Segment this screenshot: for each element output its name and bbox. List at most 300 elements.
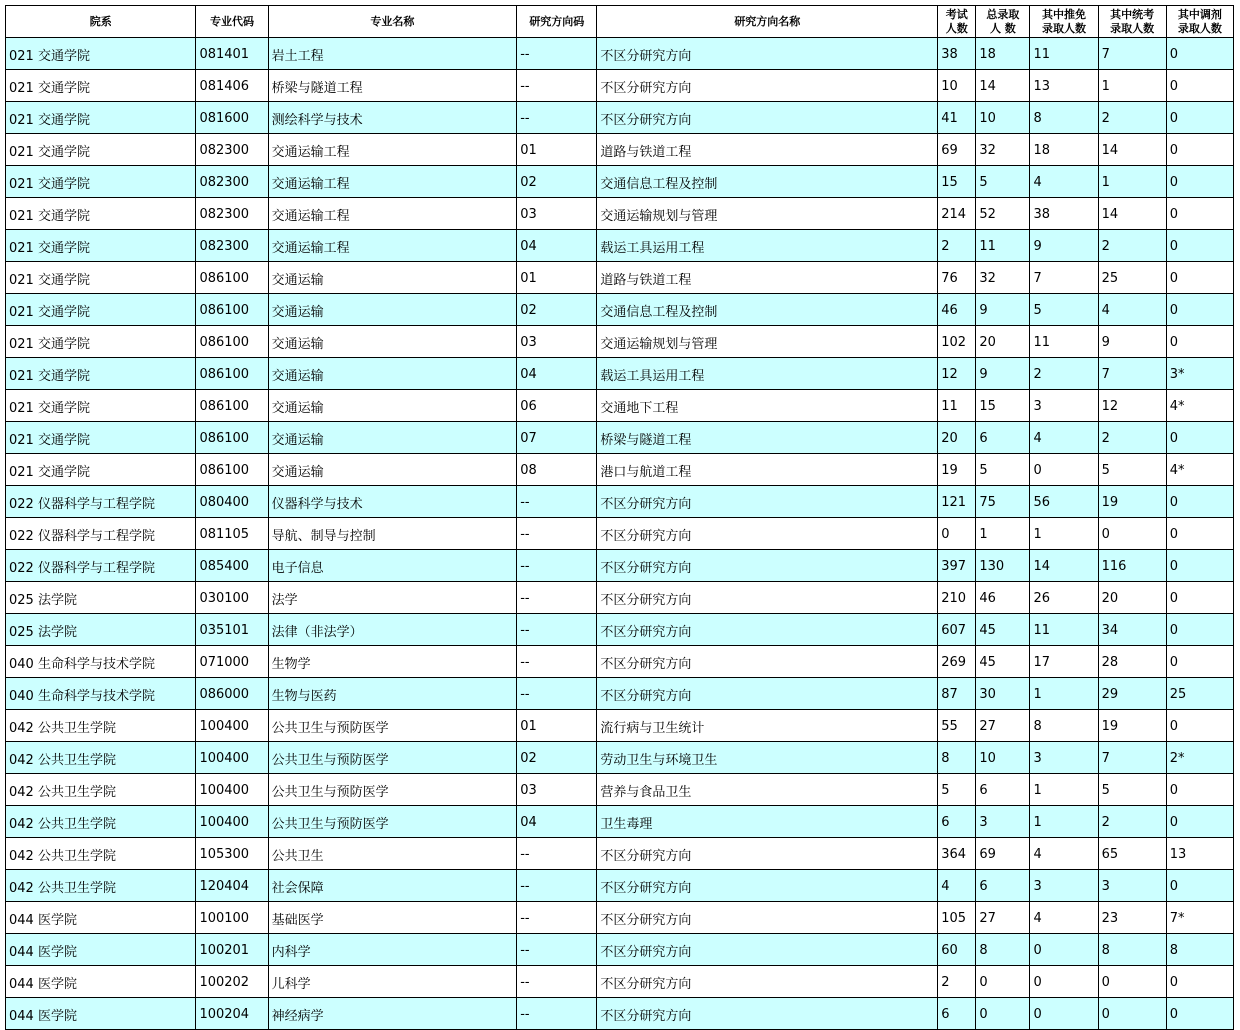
exempt-admitted-cell: 1 — [1030, 806, 1098, 838]
header-dept: 院系 — [6, 6, 196, 38]
major-code-cell: 086000 — [196, 678, 268, 710]
dept-cell: 040 生命科学与技术学院 — [6, 646, 196, 678]
dir-name-cell: 道路与铁道工程 — [597, 134, 938, 166]
major-name-cell: 生物学 — [268, 646, 517, 678]
transfer-admitted-cell: 0 — [1166, 134, 1233, 166]
unified-admitted-cell: 2 — [1098, 102, 1166, 134]
exempt-admitted-cell: 3 — [1030, 870, 1098, 902]
unified-admitted-cell: 25 — [1098, 262, 1166, 294]
exempt-admitted-cell: 1 — [1030, 518, 1098, 550]
dir-code-cell: -- — [517, 486, 597, 518]
transfer-admitted-cell: 0 — [1166, 998, 1233, 1030]
unified-admitted-cell: 29 — [1098, 678, 1166, 710]
unified-admitted-cell: 5 — [1098, 774, 1166, 806]
dir-name-cell: 流行病与卫生统计 — [597, 710, 938, 742]
dir-code-cell: 02 — [517, 294, 597, 326]
dir-code-cell: 02 — [517, 742, 597, 774]
exempt-admitted-cell: 11 — [1030, 326, 1098, 358]
unified-admitted-cell: 1 — [1098, 70, 1166, 102]
dept-cell: 021 交通学院 — [6, 454, 196, 486]
exam-count-cell: 4 — [938, 870, 976, 902]
dir-name-cell: 不区分研究方向 — [597, 70, 938, 102]
header-major-name: 专业名称 — [268, 6, 517, 38]
total-admitted-cell: 9 — [976, 358, 1030, 390]
dir-code-cell: 03 — [517, 198, 597, 230]
header-transfer-line2: 录取人数 — [1177, 21, 1222, 35]
dir-code-cell: 01 — [517, 262, 597, 294]
exempt-admitted-cell: 0 — [1030, 966, 1098, 998]
exam-count-cell: 10 — [938, 70, 976, 102]
total-admitted-cell: 52 — [976, 198, 1030, 230]
exam-count-cell: 55 — [938, 710, 976, 742]
major-code-cell: 100400 — [196, 774, 268, 806]
table-row — [6, 934, 1234, 966]
dept-cell: 044 医学院 — [6, 934, 196, 966]
major-code-cell: 086100 — [196, 422, 268, 454]
table-row — [6, 262, 1234, 294]
major-code-cell: 086100 — [196, 454, 268, 486]
dir-name-cell: 劳动卫生与环境卫生 — [597, 742, 938, 774]
exam-count-cell: 19 — [938, 454, 976, 486]
admission-table — [5, 5, 1234, 1030]
dir-code-cell: 04 — [517, 358, 597, 390]
unified-admitted-cell: 20 — [1098, 582, 1166, 614]
dept-cell: 022 仪器科学与工程学院 — [6, 486, 196, 518]
exempt-admitted-cell: 0 — [1030, 934, 1098, 966]
exam-count-cell: 87 — [938, 678, 976, 710]
dept-cell: 044 医学院 — [6, 998, 196, 1030]
exempt-admitted-cell: 3 — [1030, 390, 1098, 422]
dir-code-cell: -- — [517, 870, 597, 902]
total-admitted-cell: 46 — [976, 582, 1030, 614]
table-row — [6, 582, 1234, 614]
exam-count-cell: 12 — [938, 358, 976, 390]
header-unified-line2: 录取人数 — [1110, 21, 1155, 35]
major-code-cell: 100204 — [196, 998, 268, 1030]
dir-name-cell: 交通地下工程 — [597, 390, 938, 422]
total-admitted-cell: 32 — [976, 262, 1030, 294]
major-name-cell: 导航、制导与控制 — [268, 518, 517, 550]
exempt-admitted-cell: 4 — [1030, 902, 1098, 934]
major-code-cell: 082300 — [196, 230, 268, 262]
transfer-admitted-cell: 0 — [1166, 38, 1233, 70]
dir-name-cell: 不区分研究方向 — [597, 966, 938, 998]
header-total-line1: 总录取 — [986, 7, 1020, 21]
major-code-cell: 081105 — [196, 518, 268, 550]
dir-name-cell: 交通信息工程及控制 — [597, 294, 938, 326]
exam-count-cell: 5 — [938, 774, 976, 806]
dept-cell: 021 交通学院 — [6, 134, 196, 166]
table-body — [6, 38, 1234, 1030]
total-admitted-cell: 32 — [976, 134, 1030, 166]
dept-cell: 042 公共卫生学院 — [6, 870, 196, 902]
exempt-admitted-cell: 3 — [1030, 742, 1098, 774]
major-code-cell: 086100 — [196, 326, 268, 358]
table-row — [6, 422, 1234, 454]
total-admitted-cell: 30 — [976, 678, 1030, 710]
transfer-admitted-cell: 2* — [1166, 742, 1233, 774]
exempt-admitted-cell: 0 — [1030, 998, 1098, 1030]
exam-count-cell: 76 — [938, 262, 976, 294]
major-name-cell: 公共卫生与预防医学 — [268, 710, 517, 742]
exam-count-cell: 2 — [938, 230, 976, 262]
header-unified-admitted — [1098, 6, 1166, 38]
total-admitted-cell: 1 — [976, 518, 1030, 550]
major-name-cell: 公共卫生与预防医学 — [268, 774, 517, 806]
table-row — [6, 38, 1234, 70]
major-name-cell: 交通运输 — [268, 422, 517, 454]
total-admitted-cell: 27 — [976, 710, 1030, 742]
exempt-admitted-cell: 11 — [1030, 614, 1098, 646]
table-row — [6, 550, 1234, 582]
dir-code-cell: -- — [517, 614, 597, 646]
transfer-admitted-cell: 8 — [1166, 934, 1233, 966]
dir-name-cell: 载运工具运用工程 — [597, 230, 938, 262]
header-exam-line2: 人数 — [945, 21, 968, 35]
transfer-admitted-cell: 0 — [1166, 326, 1233, 358]
major-code-cell: 082300 — [196, 198, 268, 230]
major-code-cell: 100201 — [196, 934, 268, 966]
header-transfer-admitted — [1166, 6, 1233, 38]
transfer-admitted-cell: 0 — [1166, 262, 1233, 294]
major-name-cell: 电子信息 — [268, 550, 517, 582]
total-admitted-cell: 5 — [976, 166, 1030, 198]
total-admitted-cell: 0 — [976, 966, 1030, 998]
major-code-cell: 100400 — [196, 806, 268, 838]
major-name-cell: 岩土工程 — [268, 38, 517, 70]
unified-admitted-cell: 3 — [1098, 870, 1166, 902]
dir-code-cell: -- — [517, 70, 597, 102]
transfer-admitted-cell: 0 — [1166, 614, 1233, 646]
total-admitted-cell: 15 — [976, 390, 1030, 422]
total-admitted-cell: 45 — [976, 614, 1030, 646]
total-admitted-cell: 9 — [976, 294, 1030, 326]
table-row — [6, 358, 1234, 390]
dir-name-cell: 港口与航道工程 — [597, 454, 938, 486]
dept-cell: 022 仪器科学与工程学院 — [6, 550, 196, 582]
total-admitted-cell: 11 — [976, 230, 1030, 262]
transfer-admitted-cell: 0 — [1166, 198, 1233, 230]
transfer-admitted-cell: 0 — [1166, 294, 1233, 326]
dir-code-cell: 08 — [517, 454, 597, 486]
dir-code-cell: 01 — [517, 710, 597, 742]
exam-count-cell: 15 — [938, 166, 976, 198]
major-name-cell: 交通运输 — [268, 326, 517, 358]
unified-admitted-cell: 12 — [1098, 390, 1166, 422]
table-row — [6, 870, 1234, 902]
header-transfer-line1: 其中调剂 — [1177, 7, 1222, 21]
exempt-admitted-cell: 38 — [1030, 198, 1098, 230]
transfer-admitted-cell: 13 — [1166, 838, 1233, 870]
dir-code-cell: -- — [517, 550, 597, 582]
unified-admitted-cell: 23 — [1098, 902, 1166, 934]
exam-count-cell: 607 — [938, 614, 976, 646]
exempt-admitted-cell: 5 — [1030, 294, 1098, 326]
total-admitted-cell: 69 — [976, 838, 1030, 870]
major-name-cell: 儿科学 — [268, 966, 517, 998]
dept-cell: 025 法学院 — [6, 582, 196, 614]
exempt-admitted-cell: 8 — [1030, 710, 1098, 742]
header-unified-line1: 其中统考 — [1110, 7, 1155, 21]
exam-count-cell: 20 — [938, 422, 976, 454]
dept-cell: 025 法学院 — [6, 614, 196, 646]
table-row — [6, 294, 1234, 326]
major-code-cell: 086100 — [196, 294, 268, 326]
dept-cell: 042 公共卫生学院 — [6, 806, 196, 838]
major-name-cell: 交通运输 — [268, 262, 517, 294]
unified-admitted-cell: 8 — [1098, 934, 1166, 966]
unified-admitted-cell: 14 — [1098, 134, 1166, 166]
total-admitted-cell: 130 — [976, 550, 1030, 582]
unified-admitted-cell: 34 — [1098, 614, 1166, 646]
unified-admitted-cell: 7 — [1098, 38, 1166, 70]
major-code-cell: 100400 — [196, 742, 268, 774]
dir-code-cell: -- — [517, 838, 597, 870]
major-name-cell: 交通运输工程 — [268, 198, 517, 230]
unified-admitted-cell: 7 — [1098, 742, 1166, 774]
dept-cell: 021 交通学院 — [6, 390, 196, 422]
dir-name-cell: 不区分研究方向 — [597, 838, 938, 870]
dept-cell: 021 交通学院 — [6, 358, 196, 390]
table-row — [6, 70, 1234, 102]
unified-admitted-cell: 65 — [1098, 838, 1166, 870]
table-row — [6, 998, 1234, 1030]
exempt-admitted-cell: 1 — [1030, 678, 1098, 710]
transfer-admitted-cell: 0 — [1166, 486, 1233, 518]
major-name-cell: 生物与医药 — [268, 678, 517, 710]
dept-cell: 040 生命科学与技术学院 — [6, 678, 196, 710]
dir-name-cell: 不区分研究方向 — [597, 582, 938, 614]
major-name-cell: 基础医学 — [268, 902, 517, 934]
dir-name-cell: 不区分研究方向 — [597, 870, 938, 902]
major-code-cell: 086100 — [196, 390, 268, 422]
table-row — [6, 646, 1234, 678]
header-total-line2: 人 数 — [989, 21, 1016, 35]
total-admitted-cell: 14 — [976, 70, 1030, 102]
exempt-admitted-cell: 26 — [1030, 582, 1098, 614]
total-admitted-cell: 6 — [976, 870, 1030, 902]
exam-count-cell: 105 — [938, 902, 976, 934]
dept-cell: 021 交通学院 — [6, 262, 196, 294]
exempt-admitted-cell: 4 — [1030, 838, 1098, 870]
major-name-cell: 交通运输工程 — [268, 230, 517, 262]
dir-name-cell: 不区分研究方向 — [597, 614, 938, 646]
transfer-admitted-cell: 0 — [1166, 774, 1233, 806]
major-name-cell: 公共卫生与预防医学 — [268, 806, 517, 838]
total-admitted-cell: 20 — [976, 326, 1030, 358]
major-name-cell: 交通运输工程 — [268, 134, 517, 166]
unified-admitted-cell: 5 — [1098, 454, 1166, 486]
exam-count-cell: 364 — [938, 838, 976, 870]
major-code-cell: 085400 — [196, 550, 268, 582]
dir-code-cell: -- — [517, 998, 597, 1030]
exam-count-cell: 6 — [938, 806, 976, 838]
transfer-admitted-cell: 3* — [1166, 358, 1233, 390]
unified-admitted-cell: 7 — [1098, 358, 1166, 390]
dir-name-cell: 不区分研究方向 — [597, 646, 938, 678]
dept-cell: 021 交通学院 — [6, 198, 196, 230]
major-code-cell: 081401 — [196, 38, 268, 70]
exam-count-cell: 121 — [938, 486, 976, 518]
unified-admitted-cell: 116 — [1098, 550, 1166, 582]
transfer-admitted-cell: 0 — [1166, 518, 1233, 550]
unified-admitted-cell: 19 — [1098, 486, 1166, 518]
table-row — [6, 614, 1234, 646]
dept-cell: 021 交通学院 — [6, 326, 196, 358]
major-name-cell: 仪器科学与技术 — [268, 486, 517, 518]
header-exempt-line1: 其中推免 — [1042, 7, 1087, 21]
major-code-cell: 120404 — [196, 870, 268, 902]
unified-admitted-cell: 0 — [1098, 998, 1166, 1030]
table-row — [6, 806, 1234, 838]
header-dir-name: 研究方向名称 — [597, 6, 938, 38]
exempt-admitted-cell: 56 — [1030, 486, 1098, 518]
transfer-admitted-cell: 0 — [1166, 550, 1233, 582]
major-code-cell: 086100 — [196, 262, 268, 294]
exam-count-cell: 0 — [938, 518, 976, 550]
exam-count-cell: 46 — [938, 294, 976, 326]
exam-count-cell: 210 — [938, 582, 976, 614]
major-name-cell: 交通运输 — [268, 390, 517, 422]
exam-count-cell: 397 — [938, 550, 976, 582]
dir-name-cell: 道路与铁道工程 — [597, 262, 938, 294]
unified-admitted-cell: 2 — [1098, 806, 1166, 838]
major-code-cell: 080400 — [196, 486, 268, 518]
header-exempt-admitted — [1030, 6, 1098, 38]
exempt-admitted-cell: 11 — [1030, 38, 1098, 70]
major-name-cell: 法学 — [268, 582, 517, 614]
dir-name-cell: 不区分研究方向 — [597, 38, 938, 70]
unified-admitted-cell: 0 — [1098, 518, 1166, 550]
table-header-row — [6, 6, 1234, 38]
total-admitted-cell: 45 — [976, 646, 1030, 678]
dir-name-cell: 卫生毒理 — [597, 806, 938, 838]
major-code-cell: 030100 — [196, 582, 268, 614]
transfer-admitted-cell: 4* — [1166, 454, 1233, 486]
total-admitted-cell: 8 — [976, 934, 1030, 966]
total-admitted-cell: 75 — [976, 486, 1030, 518]
table-row — [6, 166, 1234, 198]
exam-count-cell: 41 — [938, 102, 976, 134]
unified-admitted-cell: 19 — [1098, 710, 1166, 742]
table-row — [6, 518, 1234, 550]
transfer-admitted-cell: 4* — [1166, 390, 1233, 422]
table-row — [6, 102, 1234, 134]
dept-cell: 021 交通学院 — [6, 70, 196, 102]
dir-code-cell: 02 — [517, 166, 597, 198]
table-row — [6, 838, 1234, 870]
dir-code-cell: 06 — [517, 390, 597, 422]
table-row — [6, 326, 1234, 358]
dir-code-cell: 03 — [517, 774, 597, 806]
table-row — [6, 710, 1234, 742]
dir-code-cell: -- — [517, 966, 597, 998]
dir-code-cell: 04 — [517, 806, 597, 838]
transfer-admitted-cell: 0 — [1166, 870, 1233, 902]
table-row — [6, 230, 1234, 262]
table-row — [6, 390, 1234, 422]
table-row — [6, 134, 1234, 166]
dept-cell: 042 公共卫生学院 — [6, 710, 196, 742]
exempt-admitted-cell: 13 — [1030, 70, 1098, 102]
major-name-cell: 交通运输 — [268, 454, 517, 486]
major-name-cell: 公共卫生 — [268, 838, 517, 870]
major-code-cell: 082300 — [196, 134, 268, 166]
table-row — [6, 742, 1234, 774]
table-row — [6, 902, 1234, 934]
unified-admitted-cell: 2 — [1098, 422, 1166, 454]
dir-name-cell: 不区分研究方向 — [597, 550, 938, 582]
unified-admitted-cell: 9 — [1098, 326, 1166, 358]
dir-name-cell: 不区分研究方向 — [597, 486, 938, 518]
dir-code-cell: -- — [517, 102, 597, 134]
exam-count-cell: 2 — [938, 966, 976, 998]
major-name-cell: 法律（非法学） — [268, 614, 517, 646]
exam-count-cell: 6 — [938, 998, 976, 1030]
dir-code-cell: 01 — [517, 134, 597, 166]
major-code-cell: 081406 — [196, 70, 268, 102]
dir-name-cell: 营养与食品卫生 — [597, 774, 938, 806]
exempt-admitted-cell: 18 — [1030, 134, 1098, 166]
dir-code-cell: -- — [517, 902, 597, 934]
dir-code-cell: -- — [517, 582, 597, 614]
exempt-admitted-cell: 1 — [1030, 774, 1098, 806]
major-code-cell: 100400 — [196, 710, 268, 742]
exam-count-cell: 38 — [938, 38, 976, 70]
dir-name-cell: 载运工具运用工程 — [597, 358, 938, 390]
unified-admitted-cell: 4 — [1098, 294, 1166, 326]
unified-admitted-cell: 28 — [1098, 646, 1166, 678]
dept-cell: 021 交通学院 — [6, 166, 196, 198]
unified-admitted-cell: 1 — [1098, 166, 1166, 198]
exempt-admitted-cell: 17 — [1030, 646, 1098, 678]
dir-name-cell: 交通信息工程及控制 — [597, 166, 938, 198]
total-admitted-cell: 10 — [976, 102, 1030, 134]
dept-cell: 042 公共卫生学院 — [6, 774, 196, 806]
major-name-cell: 交通运输 — [268, 294, 517, 326]
total-admitted-cell: 3 — [976, 806, 1030, 838]
exam-count-cell: 11 — [938, 390, 976, 422]
dept-cell: 021 交通学院 — [6, 294, 196, 326]
transfer-admitted-cell: 0 — [1166, 102, 1233, 134]
dir-name-cell: 不区分研究方向 — [597, 934, 938, 966]
total-admitted-cell: 18 — [976, 38, 1030, 70]
exam-count-cell: 269 — [938, 646, 976, 678]
transfer-admitted-cell: 7* — [1166, 902, 1233, 934]
dir-name-cell: 不区分研究方向 — [597, 678, 938, 710]
dir-code-cell: -- — [517, 934, 597, 966]
dept-cell: 021 交通学院 — [6, 102, 196, 134]
transfer-admitted-cell: 0 — [1166, 806, 1233, 838]
dir-code-cell: 04 — [517, 230, 597, 262]
dir-code-cell: 07 — [517, 422, 597, 454]
exam-count-cell: 69 — [938, 134, 976, 166]
header-dir-code: 研究方向码 — [517, 6, 597, 38]
dir-name-cell: 交通运输规划与管理 — [597, 326, 938, 358]
major-name-cell: 桥梁与隧道工程 — [268, 70, 517, 102]
exempt-admitted-cell: 4 — [1030, 422, 1098, 454]
header-exam-line1: 考试 — [945, 7, 968, 21]
major-name-cell: 测绘科学与技术 — [268, 102, 517, 134]
unified-admitted-cell: 14 — [1098, 198, 1166, 230]
exam-count-cell: 214 — [938, 198, 976, 230]
exempt-admitted-cell: 8 — [1030, 102, 1098, 134]
exam-count-cell: 102 — [938, 326, 976, 358]
header-exam-count — [938, 6, 976, 38]
unified-admitted-cell: 2 — [1098, 230, 1166, 262]
total-admitted-cell: 27 — [976, 902, 1030, 934]
exempt-admitted-cell: 0 — [1030, 454, 1098, 486]
